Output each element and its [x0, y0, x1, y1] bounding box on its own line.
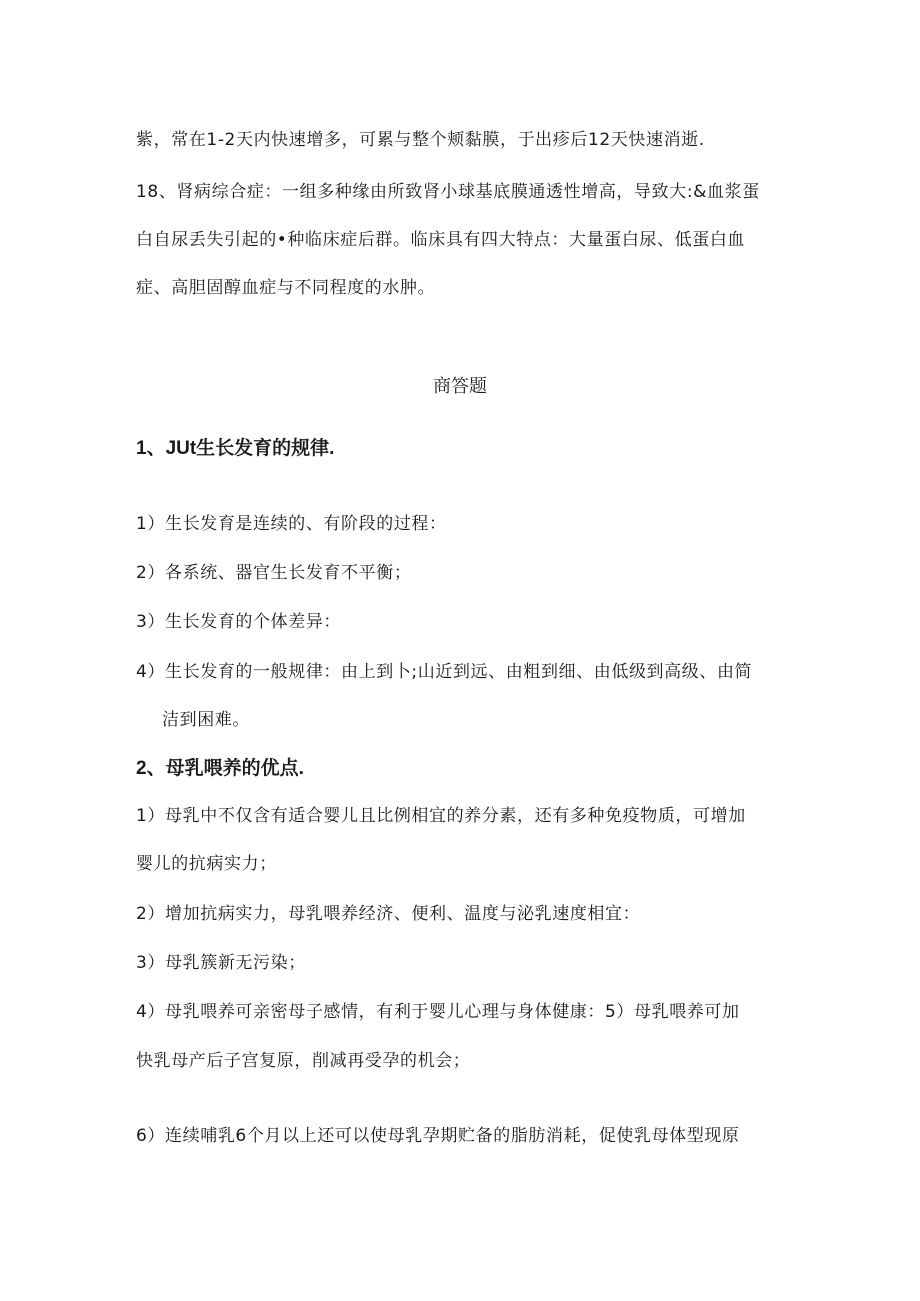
- paragraph-line: 紫，常在1-2天内快速增多，可累与整个颊黏膜，于出疹后12天快速消逝.: [136, 130, 705, 150]
- list-item: 1）生长发育是连续的、有阶段的过程：: [136, 514, 447, 534]
- list-item-continuation: 婴儿的抗病实力；: [136, 854, 277, 874]
- section-title: 商答题: [433, 376, 487, 396]
- paragraph-line: 18、肾病综合症：一组多种缘由所致肾小球基底膜通透性增高，导致大:&血浆蛋: [136, 182, 760, 202]
- list-item: 4）生长发育的一般规律：由上到卜;山近到远、由粗到细、由低级到高级、由简: [136, 662, 753, 682]
- list-item: 2）增加抗病实力，母乳喂养经济、便利、温度与泌乳速度相宜：: [136, 904, 641, 924]
- list-item-continuation: 洁到困难。: [162, 710, 250, 730]
- list-item: 2）各系统、器官生长发育不平衡；: [136, 563, 412, 583]
- list-item: 1）母乳中不仅含有适合婴儿且比例相宜的养分素，还有多种免疫物质，可增加: [136, 806, 746, 826]
- paragraph-line: 症、高胆固醇血症与不同程度的水肿。: [136, 278, 436, 298]
- paragraph-line: 白自尿丢失引起的•种临床症后群。临床具有四大特点：大量蛋白尿、低蛋白血: [136, 230, 746, 250]
- question-heading: 2、母乳喂养的优点.: [136, 758, 304, 779]
- list-item: 4）母乳喂养可亲密母子感情，有利于婴儿心理与身体健康：5）母乳喂养可加: [136, 1002, 740, 1022]
- list-item: 3）母乳簇新无污染；: [136, 953, 306, 973]
- list-item: 3）生长发育的个体差异：: [136, 612, 342, 632]
- list-item-continuation: 快乳母产后子宫复原，削减再受孕的机会；: [136, 1051, 471, 1071]
- list-item: 6）连续哺乳6个月以上还可以使母乳孕期贮备的脂肪消耗，促使乳母体型现原: [136, 1126, 740, 1146]
- question-heading: 1、JUt生长发育的规律.: [136, 438, 335, 459]
